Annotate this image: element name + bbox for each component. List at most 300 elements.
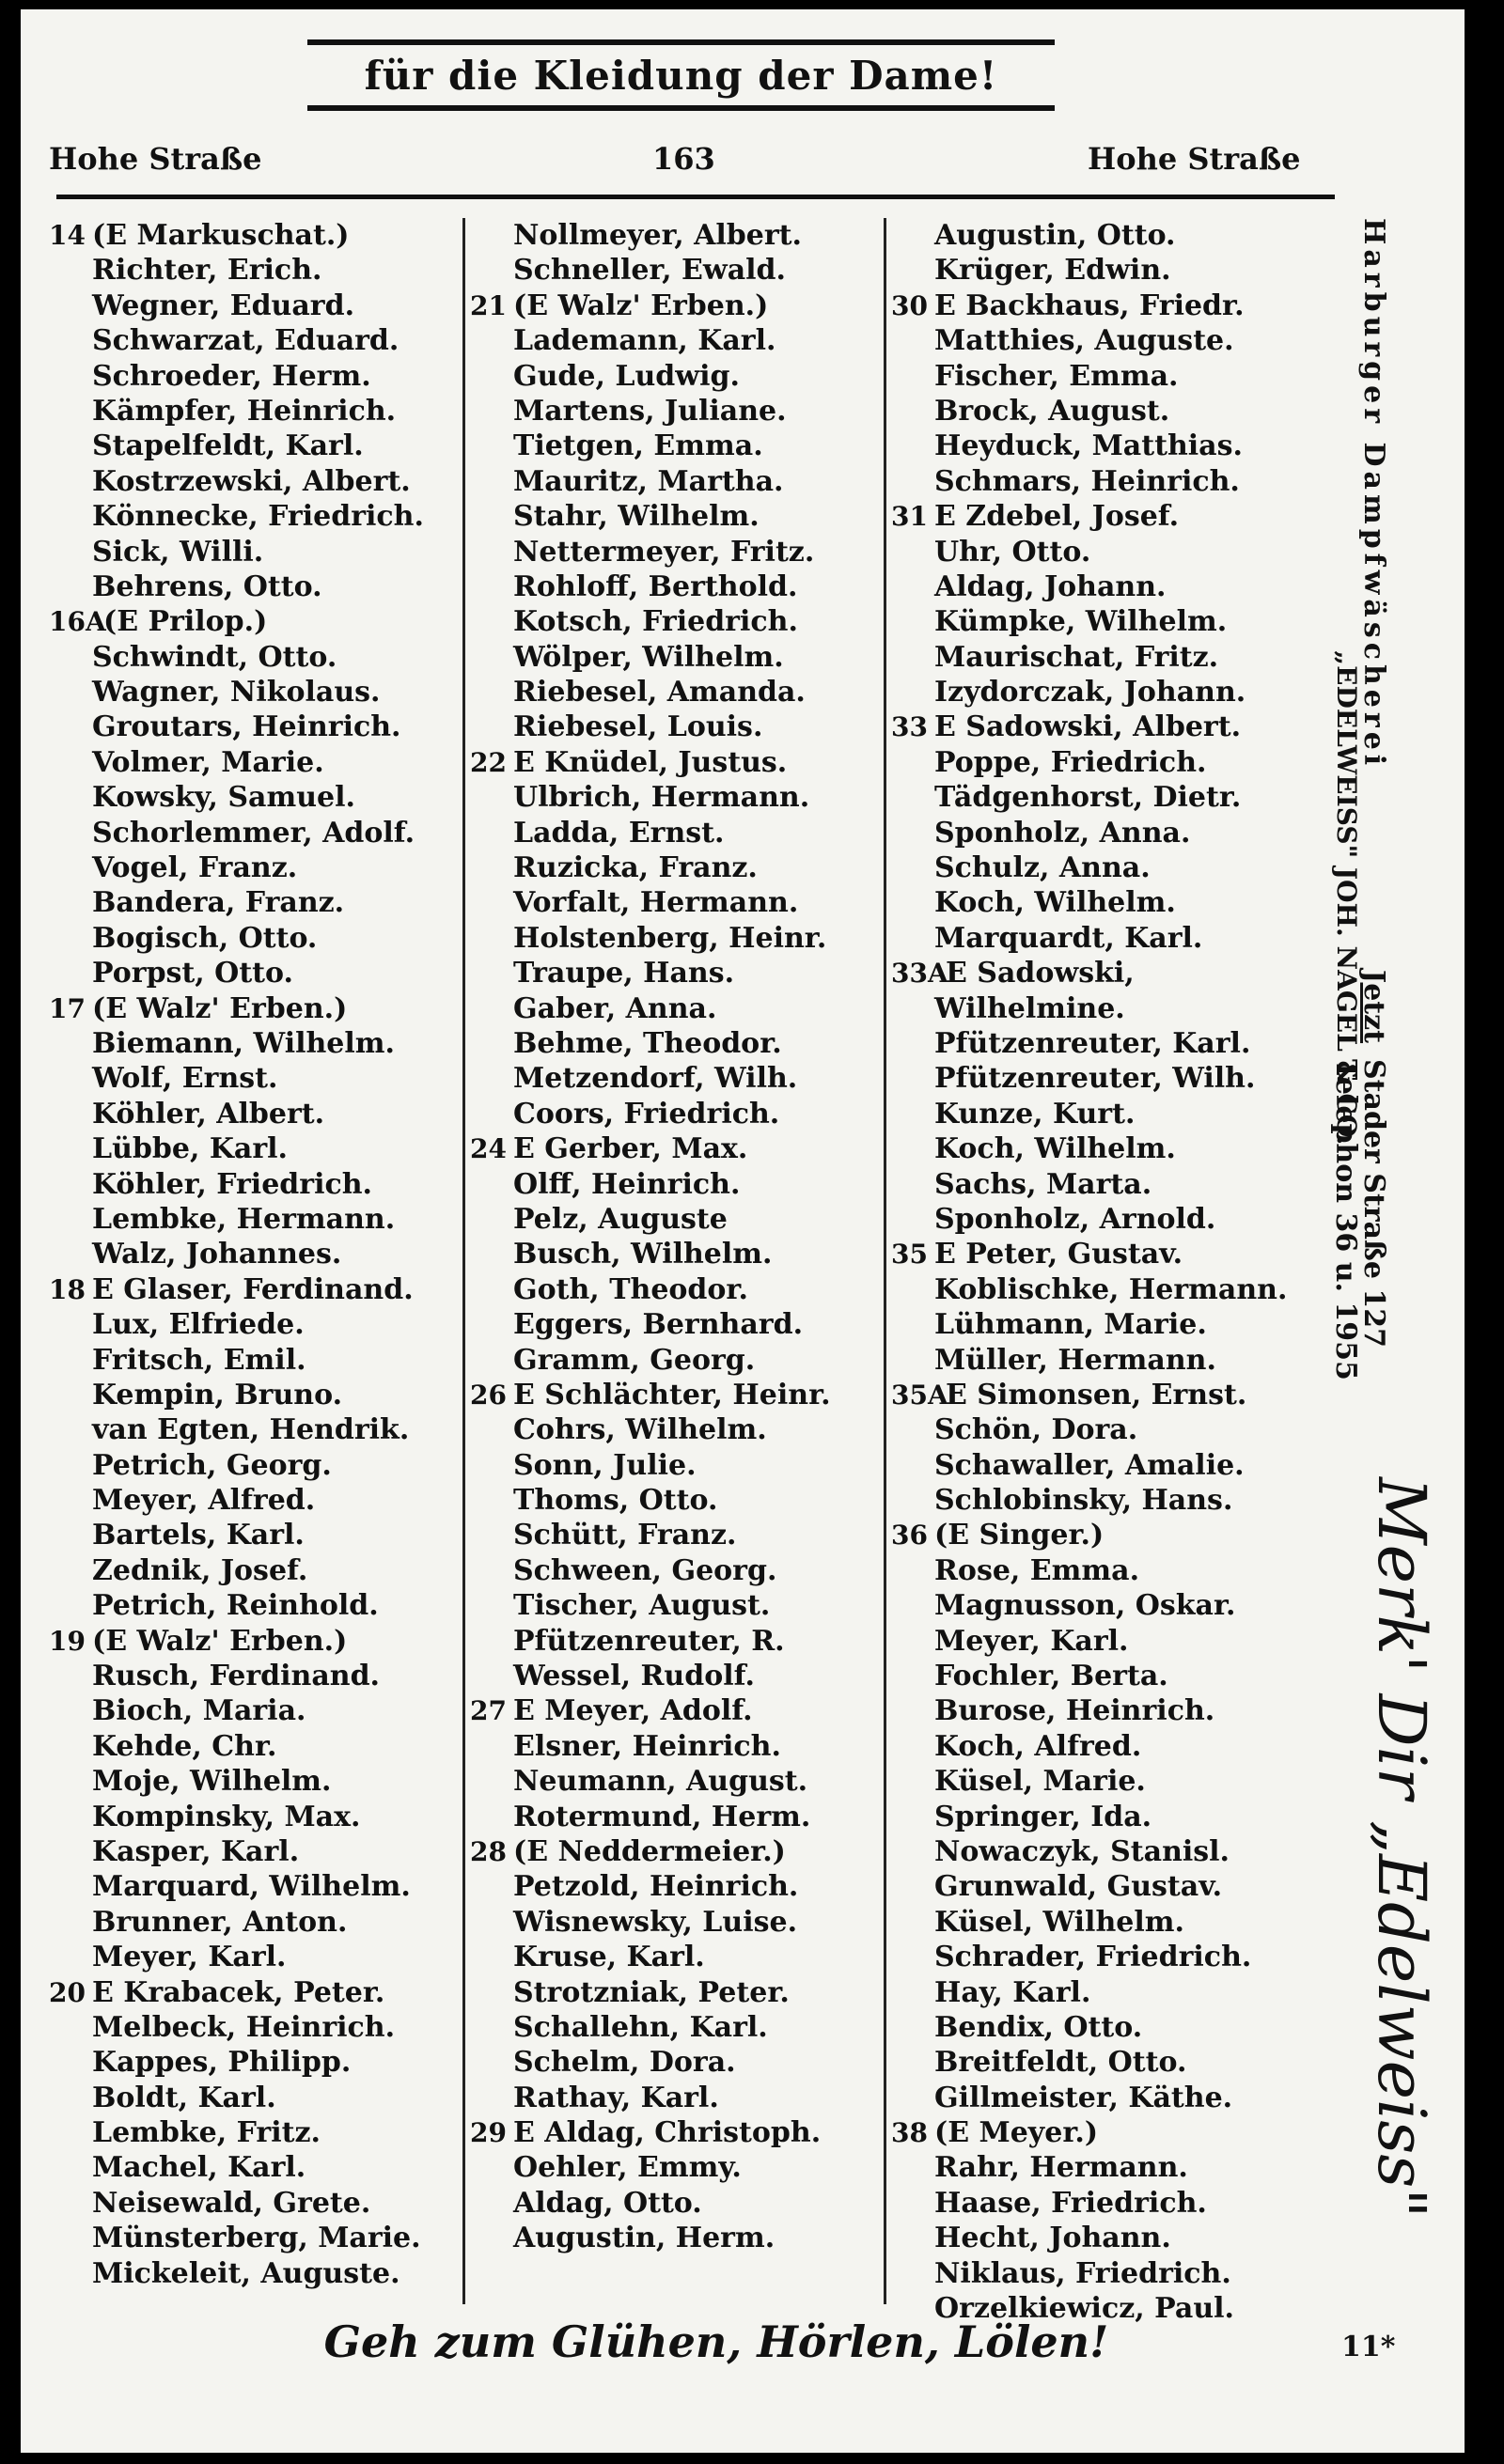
directory-entry [470,535,884,569]
resident-name: Rahr, Hermann. [934,2151,1188,2185]
resident-name: Gude, Ludwig. [513,359,740,393]
resident-name: Meyer, Karl. [92,1941,287,1974]
directory-entry [49,1553,462,1588]
directory-entry [49,745,462,780]
directory-entry [891,1659,1305,1693]
directory-entry [891,323,1305,358]
directory-entry [49,1764,462,1799]
resident-name: Schön, Dora. [934,1413,1138,1447]
header-rule [56,195,1335,199]
directory-entry [49,2045,462,2080]
resident-name: Schween, Georg. [513,1553,777,1587]
resident-name: Kotsch, Friedrich. [513,605,798,639]
directory-entry [49,1588,462,1623]
resident-name: (E Neddermeier.) [513,1834,786,1868]
resident-name: Biemann, Wilhelm. [92,1026,395,1060]
house-number: 24 [470,1133,507,1165]
directory-entry [891,1272,1305,1307]
directory-entry [49,1448,462,1483]
resident-name: Aldag, Otto. [513,2186,702,2220]
resident-name: Schawaller, Amalie. [934,1448,1245,1482]
resident-name: Boldt, Karl. [92,2081,276,2114]
resident-name: Goth, Theodor. [513,1272,748,1306]
directory-entry [49,675,462,710]
directory-entry [891,710,1305,744]
directory-entry [49,1729,462,1764]
resident-name: Kämpfer, Heinrich. [92,394,397,428]
resident-name: Küsel, Wilhelm. [934,1905,1184,1939]
resident-name: Lembke, Hermann. [92,1202,396,1236]
directory-entry [891,1343,1305,1378]
resident-name: Petzold, Heinrich. [513,1870,799,1904]
resident-name: Schneller, Ewald. [513,254,786,288]
resident-name: Elsner, Heinrich. [513,1729,781,1763]
resident-name: E Zdebel, Josef. [934,500,1180,534]
directory-entry [49,1518,462,1552]
resident-name: Ladda, Ernst. [513,816,725,850]
resident-name: Neumann, August. [513,1765,808,1799]
directory-entry [470,1097,884,1131]
resident-name: Pelz, Auguste [513,1202,728,1236]
house-number: 17 [49,992,86,1024]
resident-name: Augustin, Herm. [513,2222,776,2255]
ad-company-line: Harburger Dampfwäscherei [1357,218,1390,771]
directory-entry [891,569,1305,604]
resident-name: Busch, Wilhelm. [513,1238,773,1271]
directory-entry [49,885,462,920]
resident-name: Köhler, Friedrich. [92,1167,372,1201]
directory-entry [49,394,462,429]
directory-entry [49,464,462,499]
directory-entry [470,1343,884,1378]
resident-name: Lademann, Karl. [513,324,776,358]
resident-name: Kasper, Karl. [92,1834,300,1868]
directory-entry [891,1800,1305,1834]
directory-entry [891,359,1305,394]
ad-phone: Telephon 36 u. 1955 [1329,1059,1362,1380]
resident-name: Gillmeister, Käthe. [934,2081,1233,2114]
directory-entry [470,569,884,604]
directory-entry [49,1167,462,1202]
directory-entry [470,499,884,534]
house-number: 29 [470,2117,507,2149]
directory-entry [470,1026,884,1061]
directory-entry [891,1307,1305,1342]
column-1 [49,218,462,2291]
resident-name: Ulbrich, Hermann. [513,781,810,815]
directory-entry [470,289,884,323]
page-number: 163 [652,141,715,177]
directory-entry [891,1729,1305,1764]
resident-name: Köhler, Albert. [92,1097,325,1131]
resident-name: Bioch, Maria. [92,1694,306,1728]
directory-entry [891,2186,1305,2221]
resident-name: Gramm, Georg. [513,1343,756,1377]
directory-entry [891,816,1305,850]
directory-entry [891,2150,1305,2185]
directory-entry [49,850,462,885]
resident-name: Wegner, Eduard. [92,289,355,322]
resident-name: Schelm, Dora. [513,2046,736,2080]
resident-name: Stahr, Wilhelm. [513,500,760,534]
resident-name: Eggers, Bernhard. [513,1308,804,1342]
resident-name: Kruse, Karl. [513,1941,705,1974]
resident-name: E Sadowski, Albert. [934,710,1242,744]
resident-name: Koch, Alfred. [934,1729,1142,1763]
directory-entry [49,1624,462,1659]
directory-entry [891,1448,1305,1483]
column-divider-1 [462,218,465,2304]
resident-name: Riebesel, Louis. [513,710,763,744]
resident-name: Metzendorf, Wilh. [513,1062,798,1096]
directory-entry [470,710,884,744]
resident-name: Neisewald, Grete. [92,2186,371,2220]
directory-entry [470,464,884,499]
directory-entry [891,2010,1305,2045]
resident-name: Volmer, Marie. [92,745,324,779]
directory-entry [49,2256,462,2291]
resident-name: Zednik, Josef. [92,1553,308,1587]
house-number: 21 [470,289,507,321]
resident-name: Fochler, Berta. [934,1660,1168,1693]
house-number: 19 [49,1625,86,1657]
resident-name: E Meyer, Adolf. [513,1694,753,1728]
directory-entry [470,1940,884,1974]
resident-name: E Backhaus, Friedr. [934,289,1245,322]
directory-entry [49,816,462,850]
resident-name: Nowaczyk, Stanisl. [934,1834,1230,1868]
resident-name: Schulz, Anna. [934,851,1151,885]
directory-entry [470,850,884,885]
directory-entry [891,1131,1305,1166]
resident-name: Heyduck, Matthias. [934,429,1243,463]
resident-name: Lübbe, Karl. [92,1132,288,1166]
resident-name: Könnecke, Friedrich. [92,500,424,534]
directory-entry [470,1975,884,2010]
directory-entry [49,780,462,815]
resident-name: Oehler, Emmy. [513,2151,742,2185]
directory-entry [470,429,884,463]
resident-name: Wölper, Wilhelm. [513,640,784,674]
directory-entry [891,1518,1305,1552]
directory-entry [891,1412,1305,1447]
resident-name: Traupe, Hans. [513,957,735,990]
resident-name: Gaber, Anna. [513,991,717,1025]
directory-entry [891,394,1305,429]
resident-name: E Schlächter, Heinr. [513,1378,831,1411]
directory-entry [470,640,884,675]
house-number: 35 [891,1239,928,1271]
directory-entry [891,289,1305,323]
resident-name: Schütt, Franz. [513,1519,737,1552]
directory-entry [470,359,884,394]
resident-name: Marquard, Wilhelm. [92,1870,411,1904]
top-banner-ad: für die Kleidung der Dame! [307,39,1055,111]
directory-entry [470,1764,884,1799]
resident-name: Nollmeyer, Albert. [513,219,802,252]
resident-name: Mauritz, Martha. [513,464,784,498]
house-number: 18 [49,1273,86,1305]
directory-entry [470,2010,884,2045]
directory-entry [470,1518,884,1552]
directory-entry [49,1975,462,2010]
resident-name: (E Singer.) [934,1519,1104,1552]
directory-entry [49,1097,462,1131]
directory-entry [49,1202,462,1237]
resident-name: Wagner, Nikolaus. [92,676,381,710]
resident-name: Rusch, Ferdinand. [92,1660,381,1693]
resident-name: Walz, Johannes. [92,1238,342,1271]
resident-name: Groutars, Heinrich. [92,710,401,744]
directory-entry [49,2186,462,2221]
resident-name: Koch, Wilhelm. [934,886,1176,920]
directory-entry [49,1272,462,1307]
resident-name: Machel, Karl. [92,2151,306,2185]
directory-entry [49,253,462,288]
resident-name: Olff, Heinrich. [513,1167,741,1201]
house-number: 27 [470,1695,507,1727]
resident-name: Stapelfeldt, Karl. [92,429,364,463]
directory-entry [891,1202,1305,1237]
resident-name: Bartels, Karl. [92,1519,305,1552]
house-number: 33A [891,958,948,990]
resident-name: Pfützenreuter, Wilh. [934,1062,1256,1096]
resident-name: Rohloff, Berthold. [513,569,798,603]
directory-entry [470,1588,884,1623]
resident-name: Kunze, Kurt. [934,1097,1136,1131]
resident-name: (E Walz' Erben.) [513,289,769,322]
directory-entry [470,218,884,253]
resident-name: Magnusson, Oskar. [934,1589,1236,1623]
directory-entry [49,1131,462,1166]
resident-name: Petrich, Georg. [92,1448,332,1482]
resident-name: Tädgenhorst, Dietr. [934,781,1242,815]
directory-entry [49,218,462,253]
directory-entry [470,1483,884,1518]
resident-name: E Peter, Gustav. [934,1238,1183,1271]
directory-entry [470,1272,884,1307]
directory-entry [891,1061,1305,1096]
directory-entry [470,1202,884,1237]
resident-name: Schroeder, Herm. [92,359,371,393]
resident-name: (E Walz' Erben.) [92,1624,348,1658]
resident-name: Sponholz, Anna. [934,816,1191,850]
resident-name: Brock, August. [934,394,1170,428]
resident-name: Aldag, Johann. [934,569,1167,603]
resident-name: Kempin, Bruno. [92,1378,343,1411]
resident-name: Schwarzat, Eduard. [92,324,400,358]
resident-name: Maurischat, Fritz. [934,640,1219,674]
resident-name: (E Walz' Erben.) [92,991,348,1025]
directory-entry [891,1167,1305,1202]
resident-name: Vorfalt, Hermann. [513,886,799,920]
column-2 [470,218,884,2256]
directory-entry [470,394,884,429]
resident-name: Sponholz, Arnold. [934,1202,1216,1236]
house-number: 22 [470,746,507,778]
resident-name: Bandera, Franz. [92,886,345,920]
resident-name: Melbeck, Heinrich. [92,2010,396,2044]
directory-entry [470,1693,884,1728]
directory-entry [49,710,462,744]
directory-entry [470,816,884,850]
directory-entry [49,1237,462,1271]
directory-entry [891,1237,1305,1271]
resident-name: Kappes, Philipp. [92,2046,352,2080]
resident-name: Marquardt, Karl. [934,921,1203,955]
directory-page [21,9,1465,2453]
resident-name: Behme, Theodor. [513,1026,782,1060]
resident-name: Meyer, Karl. [934,1624,1129,1658]
resident-name: Münsterberg, Marie. [92,2222,421,2255]
resident-name: Hecht, Johann. [934,2222,1171,2255]
directory-entry [891,885,1305,920]
directory-entry [470,2081,884,2115]
resident-name: Schorlemmer, Adolf. [92,816,415,850]
resident-name: Sick, Willi. [92,535,264,569]
resident-name: Tischer, August. [513,1589,771,1623]
directory-entry [49,1378,462,1412]
directory-entry [470,323,884,358]
resident-name: Martens, Juliane. [513,394,787,428]
resident-name: Mickeleit, Auguste. [92,2256,400,2290]
directory-entry [891,429,1305,463]
directory-entry [891,2045,1305,2080]
resident-name: Kompinsky, Max. [92,1800,361,1833]
directory-entry [49,535,462,569]
directory-entry [470,604,884,639]
directory-entry [49,1343,462,1378]
directory-entry [891,1588,1305,1623]
directory-entry [891,535,1305,569]
resident-name: E Glaser, Ferdinand. [92,1272,414,1306]
directory-entry [49,1800,462,1834]
house-number: 20 [49,1976,86,2008]
directory-entry [891,1940,1305,1974]
resident-name: Rotermund, Herm. [513,1800,811,1833]
resident-name: Wolf, Ernst. [92,1062,278,1096]
resident-name: Müller, Hermann. [934,1343,1216,1377]
resident-name: (E Markuschat.) [92,219,350,252]
running-head-right: Hohe Straße [1088,141,1301,177]
house-number: 36 [891,1520,928,1552]
house-number: 31 [891,501,928,533]
resident-name: Izydorczak, Johann. [934,676,1246,710]
resident-name: Springer, Ida. [934,1800,1152,1833]
resident-name: Schrader, Friedrich. [934,1941,1252,1974]
column-3 [891,218,1305,2326]
directory-entry [49,1307,462,1342]
resident-name: Vogel, Franz. [92,851,298,885]
directory-entry [49,2150,462,2185]
directory-entry [470,1729,884,1764]
resident-name: Coors, Friedrich. [513,1097,780,1131]
resident-name: Burose, Heinrich. [934,1694,1215,1728]
resident-name: Pfützenreuter, Karl. [934,1026,1251,1060]
directory-entry [470,1167,884,1202]
resident-name: Kümpke, Wilhelm. [934,605,1228,639]
directory-entry [891,640,1305,675]
directory-entry [49,956,462,990]
resident-name: E Krabacek, Peter. [92,1975,385,2009]
directory-entry [49,604,462,639]
directory-entry [470,1061,884,1096]
resident-name: Schmars, Heinrich. [934,464,1240,498]
resident-name: Matthies, Auguste. [934,324,1234,358]
directory-entry [470,2221,884,2255]
ad-address: Stader Straße 127 [1357,1059,1390,1348]
directory-entry [49,429,462,463]
resident-name: E Gerber, Max. [513,1132,748,1166]
directory-entry [891,2081,1305,2115]
resident-name: Augustin, Otto. [934,219,1176,252]
resident-name: Lühmann, Marie. [934,1308,1207,1342]
resident-name: E Knüdel, Justus. [513,745,788,779]
directory-entry [49,1940,462,1974]
resident-name: Koch, Wilhelm. [934,1132,1176,1166]
ad-jetzt: Jetzt [1357,970,1390,1044]
directory-entry [49,2115,462,2150]
directory-entry [49,1061,462,1096]
directory-entry [891,2115,1305,2150]
directory-entry [470,1131,884,1166]
resident-name: Richter, Erich. [92,254,322,288]
directory-entry [891,604,1305,639]
resident-name: Bendix, Otto. [934,2010,1143,2044]
resident-name: Schlobinsky, Hans. [934,1484,1233,1518]
resident-name: E Simonsen, Ernst. [946,1378,1247,1411]
resident-name: Niklaus, Friedrich. [934,2256,1231,2290]
resident-name: Koblischke, Hermann. [934,1272,1288,1306]
directory-entry [470,991,884,1026]
ad-slogan: Merk' Dir „Edelweiss" [1363,1477,1440,2219]
directory-entry [470,1237,884,1271]
directory-entry [891,464,1305,499]
directory-entry [470,1378,884,1412]
resident-name: Wilhelmine. [934,991,1125,1025]
house-number: 28 [470,1835,507,1867]
directory-entry [891,1975,1305,2010]
directory-entry [470,2150,884,2185]
resident-name: Kostrzewski, Albert. [92,464,411,498]
directory-entry [49,1659,462,1693]
house-number: 33 [891,711,928,743]
resident-name: Poppe, Friedrich. [934,745,1207,779]
directory-entry [470,1448,884,1483]
side-advertisement [1329,218,1454,2304]
resident-name: Thoms, Otto. [513,1484,718,1518]
column-divider-2 [884,218,886,2304]
directory-entry [891,1693,1305,1728]
resident-name: Nettermeyer, Fritz. [513,535,815,569]
directory-entry [49,1026,462,1061]
house-number: 14 [49,220,86,251]
resident-name: Rose, Emma. [934,1553,1140,1587]
resident-name: Haase, Friedrich. [934,2186,1207,2220]
directory-entry [891,2221,1305,2255]
directory-entry [891,780,1305,815]
directory-entry [470,1553,884,1588]
house-number: 35A [891,1379,948,1411]
resident-name: (E Prilop.) [103,605,268,639]
resident-name: Fritsch, Emil. [92,1343,306,1377]
resident-name: Küsel, Marie. [934,1765,1146,1799]
directory-entry [470,1834,884,1869]
house-number: 26 [470,1379,507,1411]
resident-name: Fischer, Emma. [934,359,1179,393]
resident-name: Riebesel, Amanda. [513,676,806,710]
directory-entry [891,745,1305,780]
